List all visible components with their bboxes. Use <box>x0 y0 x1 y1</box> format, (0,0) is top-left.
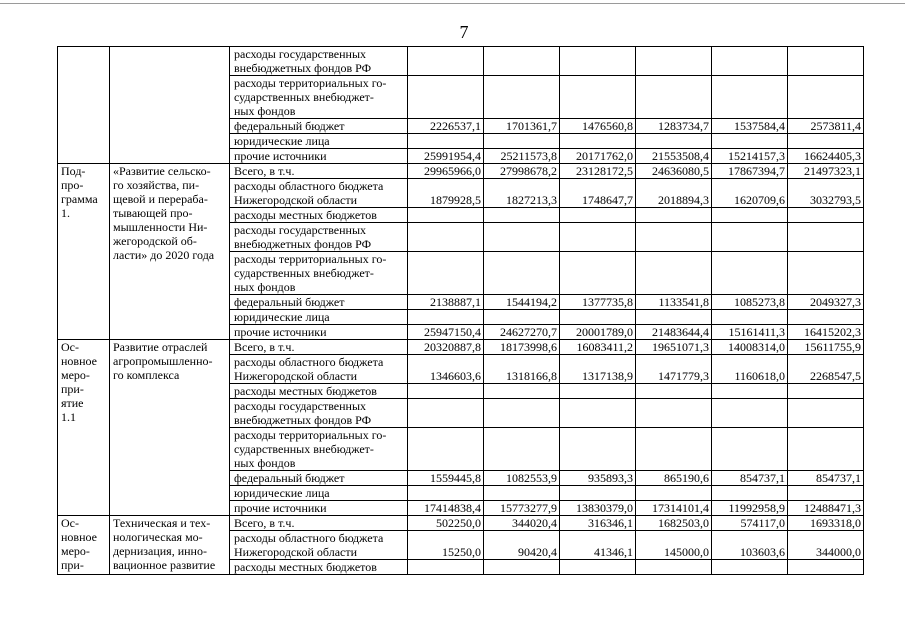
year-value-cell: 2018894,3 <box>636 179 712 208</box>
year-value-cell <box>636 134 712 149</box>
year-value-cell: 20171762,0 <box>560 149 636 164</box>
program-level-line: при- <box>61 558 84 572</box>
year-value-cell: 1160618,0 <box>712 355 788 384</box>
year-value-cell <box>636 384 712 399</box>
program-name-line: Развитие отраслей <box>113 340 208 354</box>
year-value-cell <box>712 384 788 399</box>
year-value-cell: 1346603,6 <box>408 355 484 384</box>
year-value-cell <box>712 134 788 149</box>
year-value-cell <box>788 560 864 575</box>
year-value-cell: 1620709,6 <box>712 179 788 208</box>
funding-source-cell <box>230 134 408 149</box>
funding-source-cell <box>230 428 408 471</box>
year-value-cell <box>484 486 560 501</box>
program-level-cell <box>58 164 110 340</box>
year-value-cell <box>408 399 484 428</box>
year-value-cell: 3032793,5 <box>788 179 864 208</box>
funding-source-cell <box>230 325 408 340</box>
funding-source-cell <box>230 47 408 76</box>
year-value-cell <box>636 310 712 325</box>
funding-source-line: расходы местных бюджетов <box>234 384 377 398</box>
year-value-cell: 17314101,4 <box>636 501 712 516</box>
program-name-cell <box>110 516 230 575</box>
year-value-cell: 15161411,3 <box>712 325 788 340</box>
year-value-cell: 344020,4 <box>484 516 560 531</box>
year-value-cell: 2226537,1 <box>408 119 484 134</box>
year-value-cell <box>560 399 636 428</box>
year-value-cell <box>408 486 484 501</box>
program-level-line: Ос- <box>61 516 79 530</box>
year-value-cell: 13830379,0 <box>560 501 636 516</box>
year-value-cell <box>408 560 484 575</box>
funding-source-cell <box>230 560 408 575</box>
funding-source-line: внебюджетных фондов РФ <box>234 413 372 427</box>
funding-source-line: Всего, в т.ч. <box>234 164 295 178</box>
year-value-cell: 1133541,8 <box>636 295 712 310</box>
funding-source-line: федеральный бюджет <box>234 471 345 485</box>
year-value-cell <box>484 399 560 428</box>
program-name-line: тывающей про- <box>113 206 193 220</box>
program-name-cell <box>110 340 230 516</box>
funding-source-line: юридические лица <box>234 310 330 324</box>
funding-source-line: расходы областного бюджета <box>234 355 384 369</box>
year-value-cell: 23128172,5 <box>560 164 636 179</box>
year-value-cell: 18173998,6 <box>484 340 560 355</box>
year-value-cell: 1085273,8 <box>712 295 788 310</box>
year-value-cell: 25211573,8 <box>484 149 560 164</box>
year-value-cell: 145000,0 <box>636 531 712 560</box>
year-value-cell: 17867394,7 <box>712 164 788 179</box>
funding-source-cell <box>230 399 408 428</box>
year-value-cell <box>408 76 484 119</box>
year-value-cell: 21483644,4 <box>636 325 712 340</box>
year-value-cell <box>484 252 560 295</box>
year-value-cell <box>484 134 560 149</box>
year-value-cell: 19651071,3 <box>636 340 712 355</box>
year-value-cell: 25991954,4 <box>408 149 484 164</box>
year-value-cell <box>712 428 788 471</box>
year-value-cell <box>408 310 484 325</box>
year-value-cell <box>636 223 712 252</box>
program-name-line: жегородской об- <box>113 234 197 248</box>
table-row <box>58 340 864 355</box>
year-value-cell <box>712 252 788 295</box>
year-value-cell <box>788 428 864 471</box>
year-value-cell: 344000,0 <box>788 531 864 560</box>
year-value-cell: 20320887,8 <box>408 340 484 355</box>
program-name-cell <box>110 164 230 340</box>
year-value-cell: 865190,6 <box>636 471 712 486</box>
year-value-cell <box>712 560 788 575</box>
year-value-cell <box>788 399 864 428</box>
funding-source-cell <box>230 310 408 325</box>
funding-source-cell <box>230 340 408 355</box>
funding-source-line: сударственных внебюджет- <box>234 90 374 104</box>
program-level-cell <box>58 340 110 516</box>
program-name-cell <box>110 47 230 164</box>
funding-source-line: сударственных внебюджет- <box>234 442 374 456</box>
year-value-cell: 502250,0 <box>408 516 484 531</box>
year-value-cell <box>636 560 712 575</box>
year-value-cell <box>408 134 484 149</box>
funding-source-line: внебюджетных фондов РФ <box>234 237 372 251</box>
funding-source-line: юридические лица <box>234 134 330 148</box>
program-name-line: го комплекса <box>113 368 180 382</box>
funding-source-cell <box>230 208 408 223</box>
year-value-cell <box>788 223 864 252</box>
year-value-cell: 21497323,1 <box>788 164 864 179</box>
year-value-cell: 854737,1 <box>788 471 864 486</box>
year-value-cell: 1879928,5 <box>408 179 484 208</box>
year-value-cell <box>560 47 636 76</box>
year-value-cell: 15214157,3 <box>712 149 788 164</box>
funding-source-line: расходы местных бюджетов <box>234 560 377 574</box>
year-value-cell <box>636 76 712 119</box>
year-value-cell: 16624405,3 <box>788 149 864 164</box>
year-value-cell: 14008314,0 <box>712 340 788 355</box>
funding-source-line: ных фондов <box>234 104 296 118</box>
year-value-cell <box>560 560 636 575</box>
year-value-cell <box>788 47 864 76</box>
year-value-cell <box>560 134 636 149</box>
program-level-line: 1. <box>61 206 70 220</box>
year-value-cell <box>788 252 864 295</box>
program-level-cell <box>58 516 110 575</box>
funding-source-cell <box>230 119 408 134</box>
page-top-rule <box>0 3 905 4</box>
year-value-cell <box>788 134 864 149</box>
year-value-cell: 1318166,8 <box>484 355 560 384</box>
year-value-cell: 103603,6 <box>712 531 788 560</box>
year-value-cell <box>712 310 788 325</box>
funding-source-line: расходы территориальных го- <box>234 428 387 442</box>
year-value-cell: 2049327,3 <box>788 295 864 310</box>
funding-source-line: расходы областного бюджета <box>234 179 384 193</box>
year-value-cell: 2138887,1 <box>408 295 484 310</box>
table-row <box>58 47 864 76</box>
funding-source-cell <box>230 486 408 501</box>
year-value-cell: 935893,3 <box>560 471 636 486</box>
year-value-cell: 1693318,0 <box>788 516 864 531</box>
program-name-line: вационное развитие <box>113 558 216 572</box>
page-number: 7 <box>459 22 469 42</box>
funding-source-line: федеральный бюджет <box>234 119 345 133</box>
year-value-cell: 1377735,8 <box>560 295 636 310</box>
funding-source-line: прочие источники <box>234 325 327 339</box>
year-value-cell: 21553508,4 <box>636 149 712 164</box>
funding-source-line: расходы государственных <box>234 47 367 61</box>
funding-source-line: прочие источники <box>234 149 327 163</box>
year-value-cell <box>560 384 636 399</box>
table-row <box>58 164 864 179</box>
funding-source-cell <box>230 164 408 179</box>
year-value-cell: 1544194,2 <box>484 295 560 310</box>
year-value-cell <box>560 76 636 119</box>
funding-source-line: расходы государственных <box>234 223 367 237</box>
year-value-cell: 1827213,3 <box>484 179 560 208</box>
year-value-cell <box>560 223 636 252</box>
program-level-line: Ос- <box>61 340 79 354</box>
year-value-cell: 1471779,3 <box>636 355 712 384</box>
year-value-cell <box>560 252 636 295</box>
year-value-cell <box>712 486 788 501</box>
budget-table <box>57 46 864 575</box>
table-row <box>58 516 864 531</box>
year-value-cell <box>636 486 712 501</box>
year-value-cell <box>408 223 484 252</box>
program-level-line: новное <box>61 530 97 544</box>
year-value-cell: 24627270,7 <box>484 325 560 340</box>
year-value-cell: 16083411,2 <box>560 340 636 355</box>
program-name-line: нологическая мо- <box>113 530 203 544</box>
year-value-cell: 1317138,9 <box>560 355 636 384</box>
program-level-line: меро- <box>61 544 90 558</box>
year-value-cell <box>484 560 560 575</box>
year-value-cell: 11992958,9 <box>712 501 788 516</box>
year-value-cell: 1559445,8 <box>408 471 484 486</box>
funding-source-cell <box>230 355 408 384</box>
year-value-cell <box>484 428 560 471</box>
year-value-cell: 24636080,5 <box>636 164 712 179</box>
funding-source-line: расходы местных бюджетов <box>234 208 377 222</box>
year-value-cell <box>636 252 712 295</box>
year-value-cell: 1748647,7 <box>560 179 636 208</box>
funding-source-cell <box>230 149 408 164</box>
funding-source-line: расходы областного бюджета <box>234 531 384 545</box>
funding-source-line: расходы территориальных го- <box>234 76 387 90</box>
year-value-cell <box>484 310 560 325</box>
year-value-cell <box>788 76 864 119</box>
program-name-line: дернизация, инно- <box>113 544 207 558</box>
year-value-cell: 15250,0 <box>408 531 484 560</box>
funding-source-line: Всего, в т.ч. <box>234 516 295 530</box>
year-value-cell <box>560 208 636 223</box>
funding-source-cell <box>230 471 408 486</box>
program-level-line: меро- <box>61 368 90 382</box>
year-value-cell <box>636 208 712 223</box>
program-name-line: го хозяйства, пи- <box>113 178 200 192</box>
year-value-cell <box>484 384 560 399</box>
year-value-cell <box>560 310 636 325</box>
program-name-line: мышленности Ни- <box>113 220 208 234</box>
year-value-cell: 27998678,2 <box>484 164 560 179</box>
year-value-cell <box>560 428 636 471</box>
year-value-cell <box>712 76 788 119</box>
funding-source-line: ных фондов <box>234 456 296 470</box>
year-value-cell <box>712 399 788 428</box>
funding-source-line: Всего, в т.ч. <box>234 340 295 354</box>
year-value-cell: 12488471,3 <box>788 501 864 516</box>
funding-source-line: прочие источники <box>234 501 327 515</box>
funding-source-cell <box>230 501 408 516</box>
year-value-cell <box>484 223 560 252</box>
year-value-cell <box>560 486 636 501</box>
funding-source-cell <box>230 384 408 399</box>
program-level-line: 1.1 <box>61 410 76 424</box>
funding-source-cell <box>230 252 408 295</box>
program-level-line: новное <box>61 354 97 368</box>
year-value-cell: 1682503,0 <box>636 516 712 531</box>
year-value-cell: 20001789,0 <box>560 325 636 340</box>
program-level-cell <box>58 47 110 164</box>
funding-source-cell <box>230 179 408 208</box>
budget-table-body <box>58 47 864 575</box>
year-value-cell <box>408 47 484 76</box>
year-value-cell: 574117,0 <box>712 516 788 531</box>
funding-source-line: расходы государственных <box>234 399 367 413</box>
program-name-line: «Развитие сельско- <box>113 164 211 178</box>
funding-source-line: ных фондов <box>234 280 296 294</box>
program-name-line: щевой и перераба- <box>113 192 208 206</box>
year-value-cell: 316346,1 <box>560 516 636 531</box>
program-name-line: Техническая и тех- <box>113 516 211 530</box>
funding-source-cell <box>230 516 408 531</box>
year-value-cell <box>712 47 788 76</box>
year-value-cell: 1701361,7 <box>484 119 560 134</box>
year-value-cell: 25947150,4 <box>408 325 484 340</box>
year-value-cell <box>484 47 560 76</box>
year-value-cell <box>788 208 864 223</box>
year-value-cell <box>712 208 788 223</box>
funding-source-cell <box>230 76 408 119</box>
funding-source-line: Нижегородской области <box>234 193 358 207</box>
funding-source-line: расходы территориальных го- <box>234 252 387 266</box>
year-value-cell: 17414838,4 <box>408 501 484 516</box>
year-value-cell <box>408 384 484 399</box>
year-value-cell: 15773277,9 <box>484 501 560 516</box>
year-value-cell: 1082553,9 <box>484 471 560 486</box>
funding-source-line: федеральный бюджет <box>234 295 345 309</box>
year-value-cell <box>408 208 484 223</box>
funding-source-cell <box>230 531 408 560</box>
program-level-line: ятие <box>61 396 84 410</box>
year-value-cell <box>788 486 864 501</box>
year-value-cell <box>484 76 560 119</box>
program-name-line: агропромышленно- <box>113 354 213 368</box>
year-value-cell <box>788 310 864 325</box>
year-value-cell <box>636 47 712 76</box>
year-value-cell <box>408 428 484 471</box>
program-level-line: при- <box>61 382 84 396</box>
program-name-line: ласти» до 2020 года <box>113 248 215 262</box>
year-value-cell: 41346,1 <box>560 531 636 560</box>
year-value-cell: 1476560,8 <box>560 119 636 134</box>
year-value-cell: 2268547,5 <box>788 355 864 384</box>
year-value-cell: 2573811,4 <box>788 119 864 134</box>
year-value-cell: 29965966,0 <box>408 164 484 179</box>
program-level-line: Под- <box>61 164 86 178</box>
year-value-cell <box>636 428 712 471</box>
year-value-cell <box>788 384 864 399</box>
program-level-line: про- <box>61 178 84 192</box>
year-value-cell: 854737,1 <box>712 471 788 486</box>
program-level-line: грамма <box>61 192 98 206</box>
year-value-cell <box>484 208 560 223</box>
funding-source-line: сударственных внебюджет- <box>234 266 374 280</box>
funding-source-line: юридические лица <box>234 486 330 500</box>
funding-source-line: Нижегородской области <box>234 545 358 559</box>
year-value-cell: 15611755,9 <box>788 340 864 355</box>
year-value-cell <box>712 223 788 252</box>
year-value-cell: 90420,4 <box>484 531 560 560</box>
funding-source-line: внебюджетных фондов РФ <box>234 61 372 75</box>
funding-source-line: Нижегородской области <box>234 369 358 383</box>
year-value-cell <box>636 399 712 428</box>
year-value-cell: 1283734,7 <box>636 119 712 134</box>
year-value-cell <box>408 252 484 295</box>
year-value-cell: 16415202,3 <box>788 325 864 340</box>
funding-source-cell <box>230 223 408 252</box>
year-value-cell: 1537584,4 <box>712 119 788 134</box>
funding-source-cell <box>230 295 408 310</box>
